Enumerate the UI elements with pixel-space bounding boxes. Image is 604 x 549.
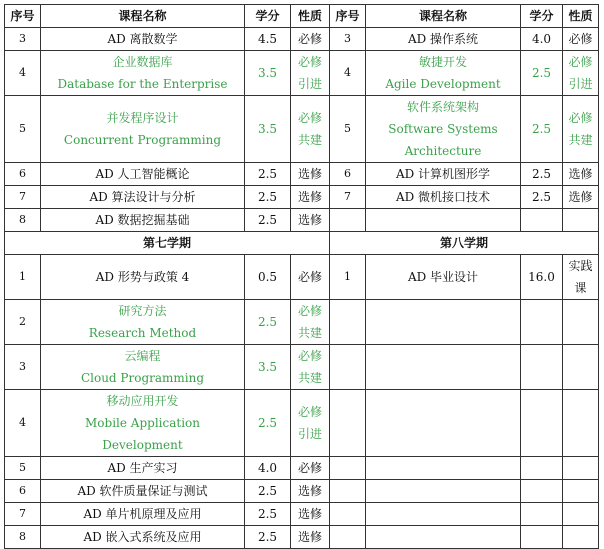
course-name bbox=[366, 163, 521, 186]
course-name-line: AD 计算机图形学 bbox=[395, 167, 491, 181]
course-name bbox=[41, 526, 245, 549]
course-nature bbox=[563, 300, 599, 345]
course-credit: 4.5 bbox=[245, 28, 291, 51]
course-nature-line: 必修 bbox=[568, 32, 593, 46]
course-name-line: AD 微机接口技术 bbox=[395, 190, 491, 204]
course-name-line: AD 离散数学 bbox=[107, 32, 178, 46]
course-nature bbox=[291, 390, 330, 457]
header-course-name: 课程名称 bbox=[366, 5, 521, 28]
course-name bbox=[366, 345, 521, 390]
course-credit: 2.5 bbox=[521, 96, 563, 163]
course-nature-line: 必修 bbox=[297, 461, 322, 475]
course-nature-line: 实践 bbox=[568, 259, 593, 273]
course-nature bbox=[563, 186, 599, 209]
course-number: 4 bbox=[330, 51, 366, 96]
course-number: 8 bbox=[5, 209, 41, 232]
course-credit: 2.5 bbox=[521, 51, 563, 96]
course-name-line: 软件系统架构 bbox=[406, 100, 479, 114]
table-row bbox=[5, 96, 599, 163]
course-credit bbox=[521, 209, 563, 232]
course-nature-line: 必修 bbox=[297, 55, 322, 69]
course-nature bbox=[291, 345, 330, 390]
course-name bbox=[41, 503, 245, 526]
course-nature-line: 选修 bbox=[297, 213, 322, 227]
course-number: 1 bbox=[330, 255, 366, 300]
course-credit: 2.5 bbox=[245, 526, 291, 549]
course-number: 5 bbox=[330, 96, 366, 163]
course-name bbox=[41, 96, 245, 163]
course-nature bbox=[291, 28, 330, 51]
header-nature: 性质 bbox=[563, 5, 599, 28]
course-nature-line: 选修 bbox=[297, 507, 322, 521]
course-credit: 2.5 bbox=[245, 503, 291, 526]
course-credit: 3.5 bbox=[245, 96, 291, 163]
course-nature bbox=[563, 503, 599, 526]
course-nature bbox=[563, 255, 599, 300]
table-row bbox=[5, 390, 599, 457]
course-name-line: 企业数据库 bbox=[112, 55, 173, 69]
course-name bbox=[41, 255, 245, 300]
course-nature bbox=[291, 457, 330, 480]
course-name-line: Mobile Application bbox=[85, 416, 200, 430]
course-credit bbox=[521, 345, 563, 390]
course-name-line: 敏捷开发 bbox=[418, 55, 467, 69]
course-nature bbox=[563, 480, 599, 503]
course-nature bbox=[291, 300, 330, 345]
course-number: 3 bbox=[5, 28, 41, 51]
table-row bbox=[5, 209, 599, 232]
course-nature bbox=[563, 163, 599, 186]
header-no: 序号 bbox=[330, 5, 366, 28]
table-row bbox=[5, 51, 599, 96]
course-nature-line: 共建 bbox=[297, 326, 322, 340]
course-nature-line: 引进 bbox=[297, 77, 322, 91]
course-name-line: Software Systems bbox=[388, 122, 498, 136]
course-name bbox=[41, 390, 245, 457]
course-number bbox=[330, 526, 366, 549]
course-name-line: AD 单片机原理及应用 bbox=[83, 507, 202, 521]
course-name-line: Architecture bbox=[404, 144, 482, 158]
course-number bbox=[330, 209, 366, 232]
course-name bbox=[366, 390, 521, 457]
curriculum-table bbox=[4, 4, 599, 549]
course-nature bbox=[563, 526, 599, 549]
course-nature-line: 共建 bbox=[297, 371, 322, 385]
course-nature bbox=[291, 255, 330, 300]
course-nature-line: 共建 bbox=[568, 133, 593, 147]
course-credit: 0.5 bbox=[245, 255, 291, 300]
course-nature bbox=[291, 96, 330, 163]
course-nature-line: 必修 bbox=[297, 304, 322, 318]
course-nature bbox=[563, 28, 599, 51]
header-row bbox=[5, 5, 599, 28]
course-credit bbox=[521, 390, 563, 457]
course-nature-line: 选修 bbox=[297, 484, 322, 498]
course-name bbox=[41, 300, 245, 345]
course-nature bbox=[291, 51, 330, 96]
course-nature-line: 必修 bbox=[297, 111, 322, 125]
course-number: 3 bbox=[5, 345, 41, 390]
course-name-line: AD 数据挖掘基础 bbox=[95, 213, 190, 227]
table-row bbox=[5, 526, 599, 549]
course-number bbox=[330, 457, 366, 480]
course-nature bbox=[291, 186, 330, 209]
course-name bbox=[366, 51, 521, 96]
semester-header-row bbox=[5, 232, 599, 255]
course-nature-line: 必修 bbox=[297, 32, 322, 46]
course-name-line: AD 操作系统 bbox=[407, 32, 479, 46]
course-credit: 16.0 bbox=[521, 255, 563, 300]
course-credit: 3.5 bbox=[245, 345, 291, 390]
course-number: 7 bbox=[5, 503, 41, 526]
course-number bbox=[330, 480, 366, 503]
course-credit: 3.5 bbox=[245, 51, 291, 96]
course-number bbox=[330, 503, 366, 526]
course-credit: 2.5 bbox=[245, 300, 291, 345]
header-credit: 学分 bbox=[245, 5, 291, 28]
course-name-line: AD 人工智能概论 bbox=[95, 167, 190, 181]
course-nature bbox=[563, 96, 599, 163]
course-name bbox=[41, 345, 245, 390]
course-name bbox=[366, 209, 521, 232]
table-row bbox=[5, 186, 599, 209]
course-nature bbox=[563, 51, 599, 96]
course-nature bbox=[291, 163, 330, 186]
course-credit: 2.5 bbox=[521, 163, 563, 186]
table-row bbox=[5, 345, 599, 390]
course-nature-line: 必修 bbox=[568, 111, 593, 125]
course-credit: 2.5 bbox=[245, 209, 291, 232]
course-name bbox=[366, 96, 521, 163]
course-name-line: AD 形势与政策 4 bbox=[95, 270, 190, 284]
course-name bbox=[41, 51, 245, 96]
course-nature bbox=[563, 390, 599, 457]
course-nature bbox=[291, 480, 330, 503]
course-name bbox=[41, 209, 245, 232]
table-row bbox=[5, 480, 599, 503]
course-nature bbox=[563, 457, 599, 480]
course-name bbox=[41, 480, 245, 503]
course-nature bbox=[563, 345, 599, 390]
course-name bbox=[366, 503, 521, 526]
course-name bbox=[366, 526, 521, 549]
course-name-line: Development bbox=[102, 438, 183, 452]
header-nature: 性质 bbox=[291, 5, 330, 28]
course-credit: 2.5 bbox=[245, 480, 291, 503]
course-number: 6 bbox=[5, 480, 41, 503]
course-credit bbox=[521, 300, 563, 345]
course-credit: 2.5 bbox=[245, 163, 291, 186]
course-name bbox=[366, 186, 521, 209]
header-credit: 学分 bbox=[521, 5, 563, 28]
course-credit bbox=[521, 480, 563, 503]
course-number: 7 bbox=[330, 186, 366, 209]
course-name bbox=[366, 457, 521, 480]
course-nature-line: 课 bbox=[574, 281, 587, 295]
course-nature-line: 必修 bbox=[297, 349, 322, 363]
course-name-line: Agile Development bbox=[385, 77, 501, 91]
table-row bbox=[5, 300, 599, 345]
course-nature bbox=[291, 503, 330, 526]
lower-body bbox=[5, 255, 599, 549]
course-name-line: AD 算法设计与分析 bbox=[89, 190, 196, 204]
course-nature-line: 选修 bbox=[297, 530, 322, 544]
course-credit: 2.5 bbox=[245, 390, 291, 457]
course-nature-line: 选修 bbox=[568, 190, 593, 204]
course-nature-line: 选修 bbox=[297, 167, 322, 181]
course-credit bbox=[521, 526, 563, 549]
course-name-line: Concurrent Programming bbox=[63, 133, 222, 147]
course-name-line: Cloud Programming bbox=[80, 371, 205, 385]
course-number: 6 bbox=[330, 163, 366, 186]
course-credit bbox=[521, 503, 563, 526]
semester-eight-label: 第八学期 bbox=[330, 232, 599, 255]
course-number: 5 bbox=[5, 457, 41, 480]
header-course-name: 课程名称 bbox=[41, 5, 245, 28]
table-row bbox=[5, 28, 599, 51]
course-nature bbox=[563, 209, 599, 232]
course-name-line: 云编程 bbox=[124, 349, 161, 363]
course-name-line: Research Method bbox=[88, 326, 197, 340]
course-number: 4 bbox=[5, 51, 41, 96]
course-credit: 2.5 bbox=[245, 186, 291, 209]
course-name-line: AD 毕业设计 bbox=[407, 270, 479, 284]
course-number: 1 bbox=[5, 255, 41, 300]
upper-body bbox=[5, 28, 599, 232]
table-row bbox=[5, 163, 599, 186]
course-name-line: 移动应用开发 bbox=[106, 394, 179, 408]
course-name bbox=[366, 255, 521, 300]
semester-seven-label: 第七学期 bbox=[5, 232, 330, 255]
course-number: 7 bbox=[5, 186, 41, 209]
course-number: 2 bbox=[5, 300, 41, 345]
course-name-line: AD 生产实习 bbox=[107, 461, 178, 475]
course-name bbox=[41, 186, 245, 209]
course-name bbox=[41, 457, 245, 480]
course-name bbox=[366, 480, 521, 503]
course-name-line: Database for the Enterprise bbox=[57, 77, 228, 91]
course-name-line: AD 软件质量保证与测试 bbox=[77, 484, 208, 498]
course-number: 3 bbox=[330, 28, 366, 51]
course-number bbox=[330, 300, 366, 345]
course-number bbox=[330, 345, 366, 390]
course-nature-line: 共建 bbox=[297, 133, 322, 147]
semester-row-body bbox=[5, 232, 599, 255]
course-credit bbox=[521, 457, 563, 480]
table-row bbox=[5, 503, 599, 526]
course-credit: 2.5 bbox=[521, 186, 563, 209]
course-nature-line: 选修 bbox=[568, 167, 593, 181]
course-nature-line: 选修 bbox=[297, 190, 322, 204]
course-name bbox=[41, 28, 245, 51]
course-nature-line: 必修 bbox=[297, 405, 322, 419]
course-name bbox=[366, 28, 521, 51]
course-nature bbox=[291, 209, 330, 232]
course-number: 4 bbox=[5, 390, 41, 457]
course-nature-line: 必修 bbox=[297, 270, 322, 284]
course-nature-line: 必修 bbox=[568, 55, 593, 69]
course-number: 5 bbox=[5, 96, 41, 163]
course-name bbox=[366, 300, 521, 345]
course-nature bbox=[291, 526, 330, 549]
course-name-line: 并发程序设计 bbox=[106, 111, 179, 125]
course-nature-line: 引进 bbox=[568, 77, 593, 91]
course-name bbox=[41, 163, 245, 186]
course-name-line: AD 嵌入式系统及应用 bbox=[83, 530, 202, 544]
header-no: 序号 bbox=[5, 5, 41, 28]
course-name-line: 研究方法 bbox=[118, 304, 167, 318]
course-credit: 4.0 bbox=[521, 28, 563, 51]
course-nature-line: 引进 bbox=[297, 427, 322, 441]
table-row bbox=[5, 457, 599, 480]
table-row bbox=[5, 255, 599, 300]
course-credit: 4.0 bbox=[245, 457, 291, 480]
course-number bbox=[330, 390, 366, 457]
course-number: 6 bbox=[5, 163, 41, 186]
course-number: 8 bbox=[5, 526, 41, 549]
